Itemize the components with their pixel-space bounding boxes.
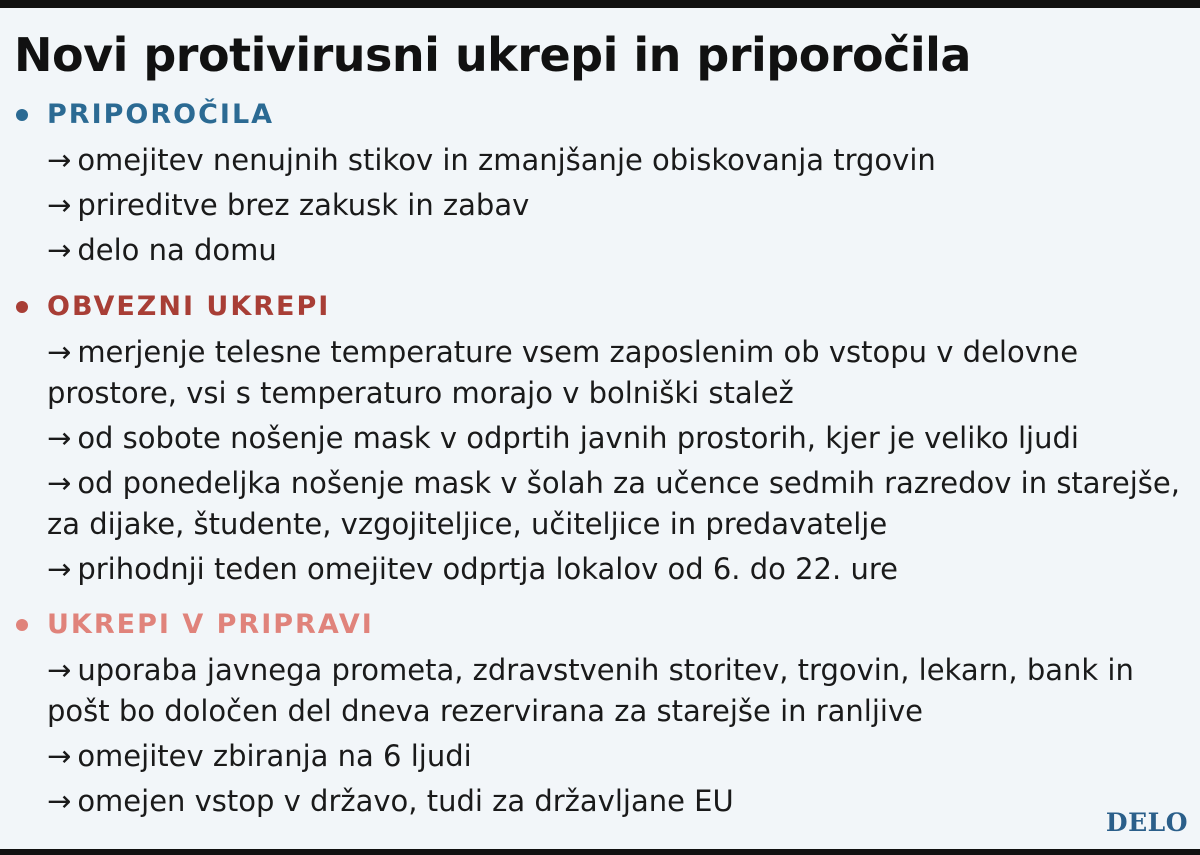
list-item: → od sobote nošenje mask v odprtih javnih prostorih, kjer je veliko ljudi xyxy=(47,418,1182,459)
section-heading xyxy=(0,98,1200,132)
section-heading-label: OBVEZNI UKREPI xyxy=(47,291,331,322)
section-obvezni-ukrepi xyxy=(0,290,1200,590)
delo-logo: DELO xyxy=(1105,808,1188,837)
list-item: → omejitev nenujnih stikov in zmanjšanje obiskovanja trgovin xyxy=(47,140,1182,181)
item-list xyxy=(0,650,1200,822)
list-item: → prireditve brez zakusk in zabav xyxy=(47,185,1182,226)
bullet-dot-icon xyxy=(16,301,28,313)
bullet-dot-icon xyxy=(16,109,28,121)
item-list xyxy=(0,140,1200,271)
list-item: → prihodnji teden omejitev odprtja lokalov od 6. do 22. ure xyxy=(47,549,1182,590)
list-item: → od ponedeljka nošenje mask v šolah za učence sedmih razredov in starejše, za dijake, študente, vzgojiteljice, učiteljice in predavatelje xyxy=(47,463,1182,545)
arrow-icon: → xyxy=(47,466,72,500)
section-ukrepi-v-pripravi xyxy=(0,608,1200,822)
page-title: Novi protivirusni ukrepi in priporočila xyxy=(14,28,971,82)
arrow-icon: → xyxy=(47,784,72,818)
arrow-icon: → xyxy=(47,233,72,267)
arrow-icon: → xyxy=(47,335,72,369)
arrow-icon: → xyxy=(47,143,72,177)
section-heading-label: UKREPI V PRIPRAVI xyxy=(47,609,374,640)
list-item: → omejen vstop v državo, tudi za državljane EU xyxy=(47,781,1182,822)
arrow-icon: → xyxy=(47,552,72,586)
list-item: → delo na domu xyxy=(47,230,1182,271)
list-item: → uporaba javnega prometa, zdravstvenih storitev, trgovin, lekarn, bank in pošt bo določen del dneva rezervirana za starejše in ranljive xyxy=(47,650,1182,732)
arrow-icon: → xyxy=(47,653,72,687)
list-item: → omejitev zbiranja na 6 ljudi xyxy=(47,736,1182,777)
arrow-icon: → xyxy=(47,421,72,455)
item-list xyxy=(0,332,1200,590)
section-heading-label: PRIPOROČILA xyxy=(47,99,275,130)
arrow-icon: → xyxy=(47,739,72,773)
arrow-icon: → xyxy=(47,188,72,222)
list-item: → merjenje telesne temperature vsem zaposlenim ob vstopu v delovne prostore, vsi s temperaturo morajo v bolniški stalež xyxy=(47,332,1182,414)
bullet-dot-icon xyxy=(16,619,28,631)
section-heading xyxy=(0,608,1200,642)
section-priporocila xyxy=(0,98,1200,271)
section-heading xyxy=(0,290,1200,324)
